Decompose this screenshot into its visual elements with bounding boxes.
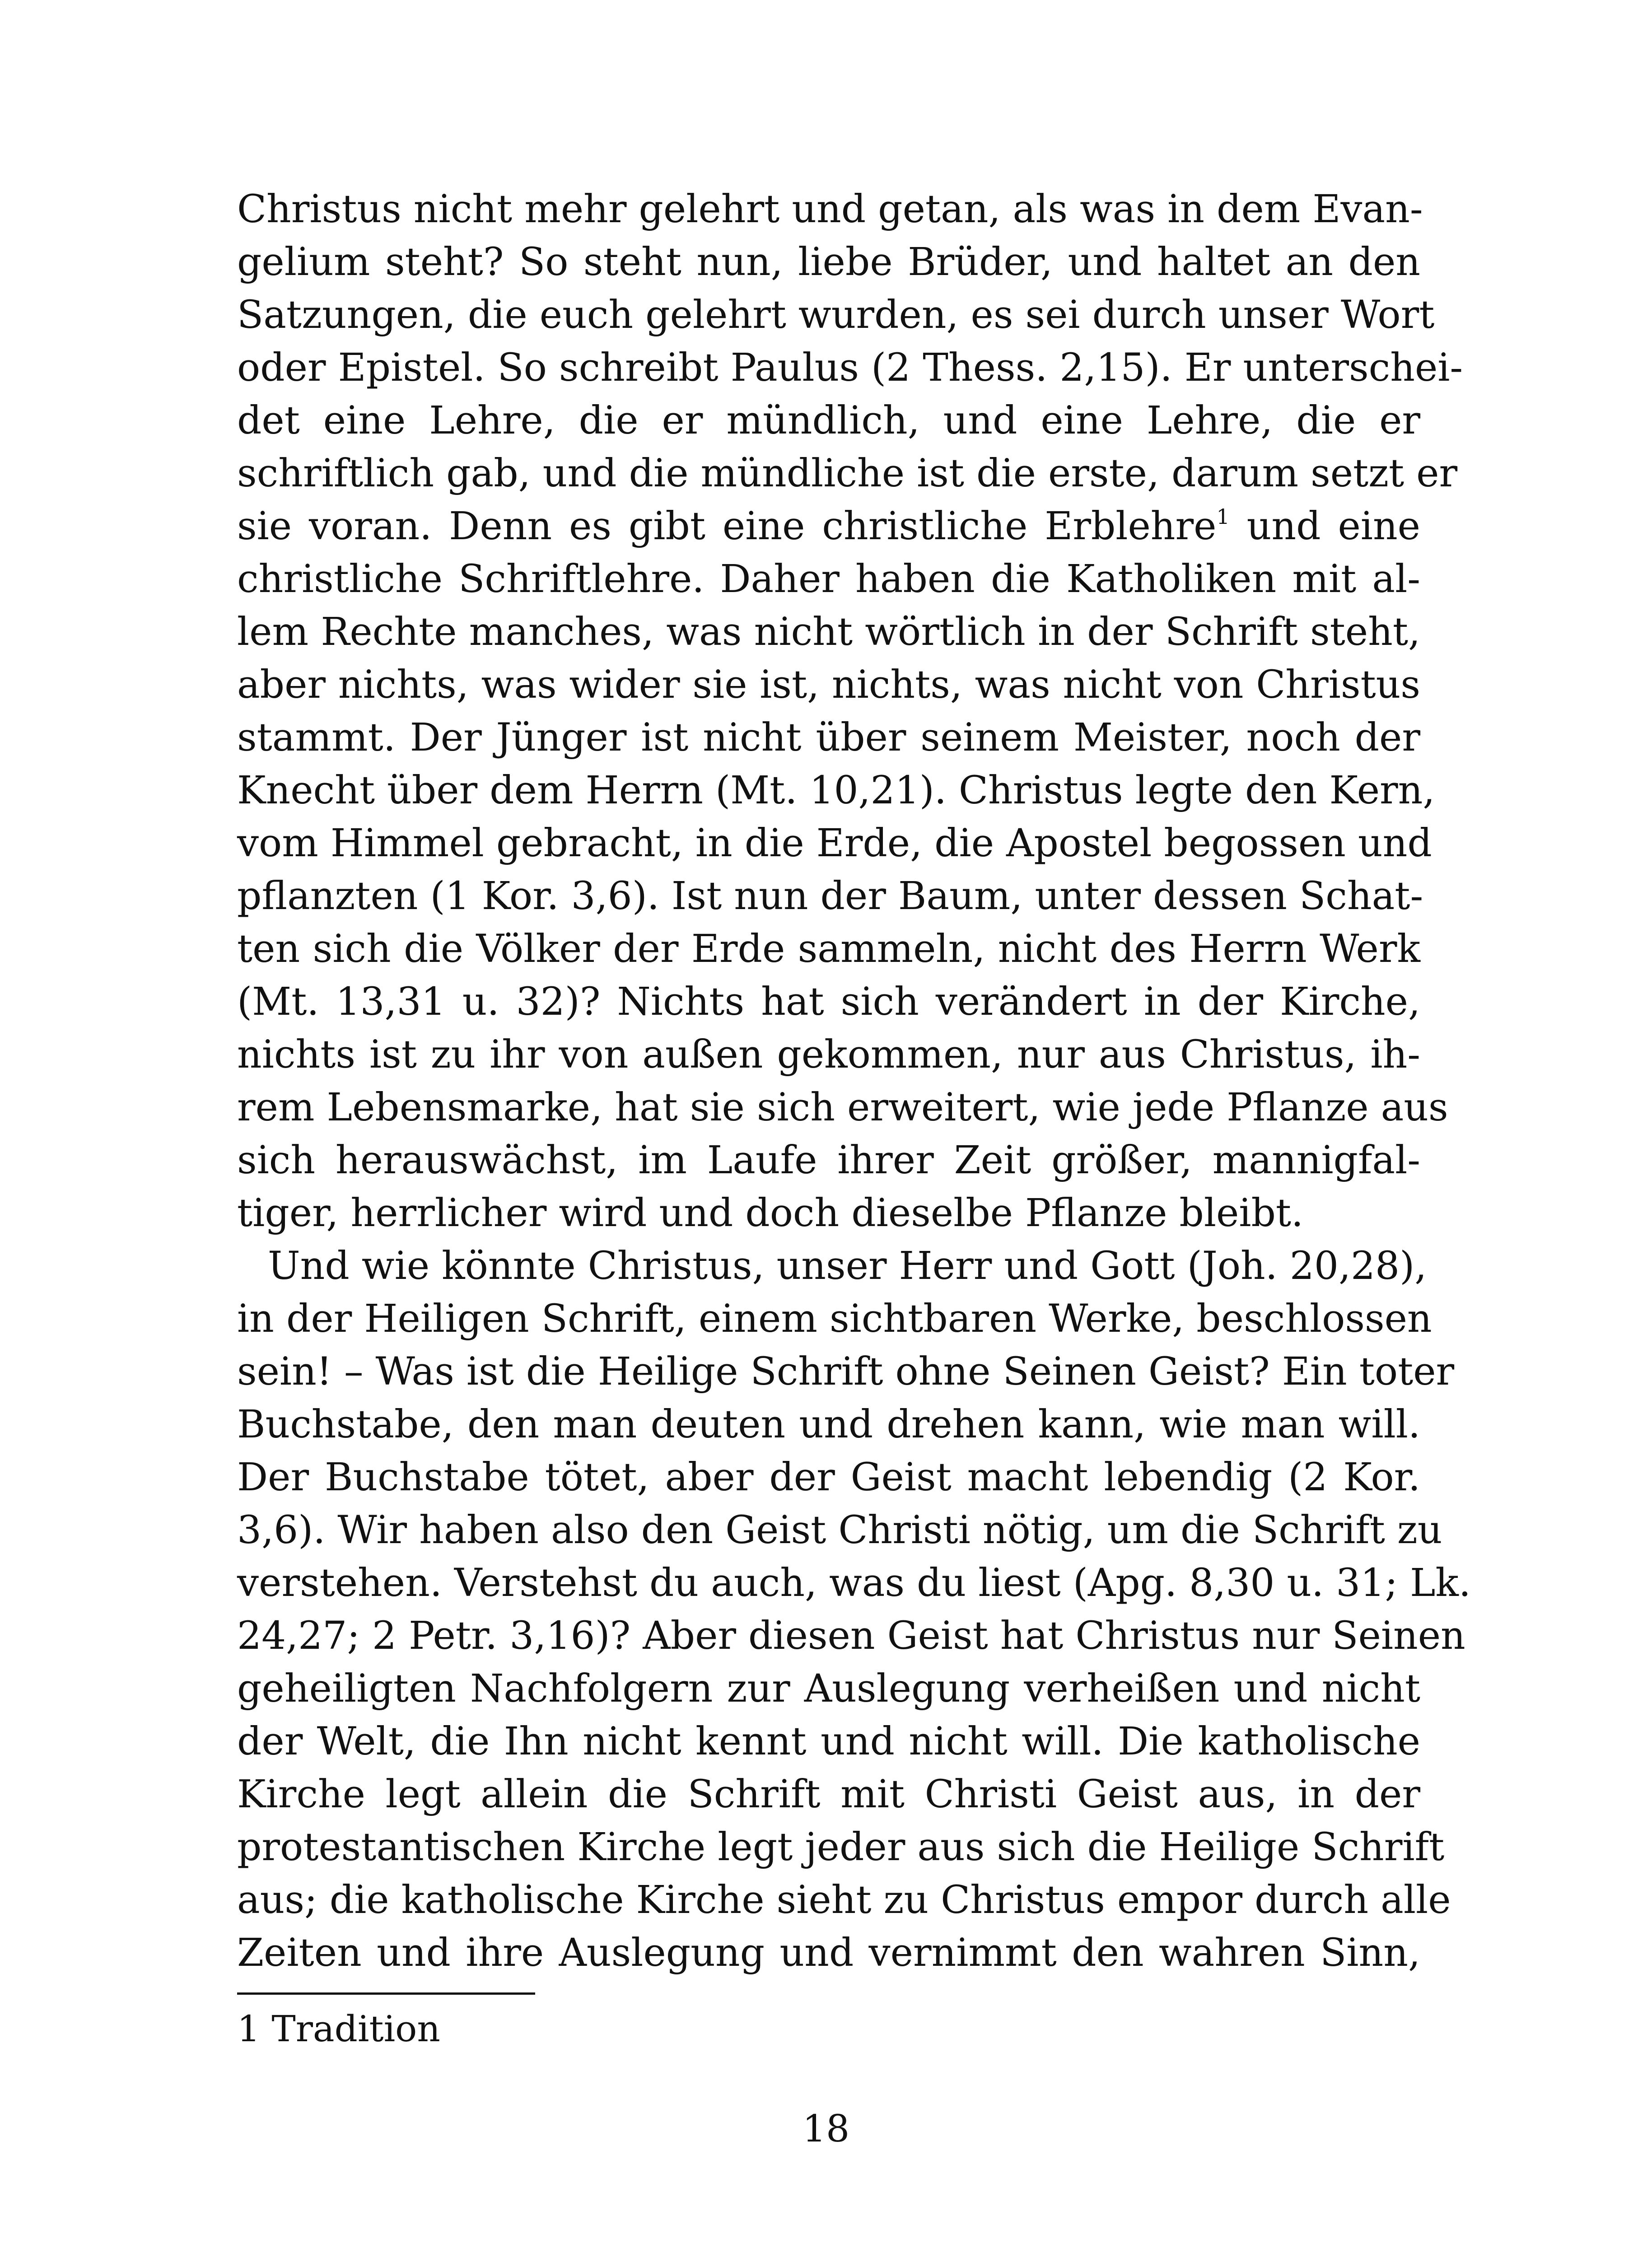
text-line: 24,27; 2 Petr. 3,16)? Aber diesen Geist hat Christus nur Seinen	[237, 1614, 1465, 1658]
text-line: Satzungen, die euch gelehrt wurden, es sei durch unser Wort	[237, 293, 1435, 337]
text-line: sich herauswächst, im Laufe ihrer Zeit größer, mannigfal-	[237, 1138, 1420, 1183]
text-line: verstehen. Verstehst du auch, was du liest (Apg. 8,30 u. 31; Lk.	[237, 1561, 1471, 1605]
text-line: christliche Schriftlehre. Daher haben die Katholiken mit al-	[237, 557, 1420, 602]
text-segment: sie voran. Denn es gibt eine christliche Erblehre	[237, 504, 1217, 549]
text-line: ten sich die Völker der Erde sammeln, nicht des Herrn Werk	[237, 927, 1420, 971]
text-line: det eine Lehre, die er mündlich, und eine Lehre, die er	[237, 398, 1420, 443]
text-line: in der Heiligen Schrift, einem sichtbaren Werke, beschlossen	[237, 1297, 1432, 1341]
footnote-reference[interactable]: 1	[1216, 504, 1230, 529]
text-segment: und eine	[1229, 504, 1420, 549]
text-line: vom Himmel gebracht, in die Erde, die Apostel begossen und	[237, 821, 1432, 866]
text-line: der Welt, die Ihn nicht kennt und nicht will. Die katholische	[237, 1719, 1420, 1764]
text-line: oder Epistel. So schreibt Paulus (2 Thess. 2,15). Er unterschei-	[237, 345, 1463, 390]
text-line: gelium steht? So steht nun, liebe Brüder, und haltet an den	[237, 240, 1420, 285]
text-line: geheiligten Nachfolgern zur Auslegung verheißen und nicht	[237, 1666, 1420, 1711]
body-text	[237, 183, 1471, 1979]
text-line: (Mt. 13,31 u. 32)? Nichts hat sich verändert in der Kirche,	[237, 980, 1420, 1024]
text-line: pflanzten (1 Kor. 3,6). Ist nun der Baum, unter dessen Schat-	[237, 874, 1423, 919]
footnote-divider	[237, 1992, 535, 1995]
text-line: Buchstabe, den man deuten und drehen kann, wie man will.	[237, 1402, 1420, 1447]
page-number: 18	[802, 2108, 850, 2151]
text-line: schriftlich gab, und die mündliche ist die erste, darum setzt er	[237, 451, 1458, 496]
text-line: Knecht über dem Herrn (Mt. 10,21). Christus legte den Kern,	[237, 768, 1435, 813]
text-line: tiger, herrlicher wird und doch dieselbe Pflanze bleibt.	[237, 1191, 1304, 1236]
footnote-text: 1 Tradition	[237, 2008, 440, 2050]
text-line: sein! – Was ist die Heilige Schrift ohne Seinen Geist? Ein toter	[237, 1349, 1455, 1394]
text-line: stammt. Der Jünger ist nicht über seinem Meister, noch der	[237, 715, 1420, 760]
text-line: Christus nicht mehr gelehrt und getan, als was in dem Evan-	[237, 187, 1423, 232]
text-line: lem Rechte manches, was nicht wörtlich in der Schrift steht,	[237, 610, 1420, 654]
text-line: nichts ist zu ihr von außen gekommen, nur aus Christus, ih-	[237, 1032, 1420, 1077]
text-line: rem Lebensmarke, hat sie sich erweitert, wie jede Pflanze aus	[237, 1085, 1448, 1130]
text-line: Der Buchstabe tötet, aber der Geist macht lebendig (2 Kor.	[237, 1455, 1420, 1500]
text-line: protestantischen Kirche legt jeder aus sich die Heilige Schrift	[237, 1825, 1445, 1870]
text-line-with-footnote	[237, 500, 1420, 553]
text-line: aber nichts, was wider sie ist, nichts, was nicht von Christus	[237, 662, 1420, 707]
text-line: aus; die katholische Kirche sieht zu Christus empor durch alle	[237, 1878, 1451, 1922]
text-line: 3,6). Wir haben also den Geist Christi nötig, um die Schrift zu	[237, 1508, 1442, 1553]
text-line: Und wie könnte Christus, unser Herr und Gott (Joh. 20,28),	[268, 1244, 1427, 1288]
text-line: Kirche legt allein die Schrift mit Christi Geist aus, in der	[237, 1772, 1420, 1817]
text-line: Zeiten und ihre Auslegung und vernimmt den wahren Sinn,	[237, 1931, 1420, 1975]
